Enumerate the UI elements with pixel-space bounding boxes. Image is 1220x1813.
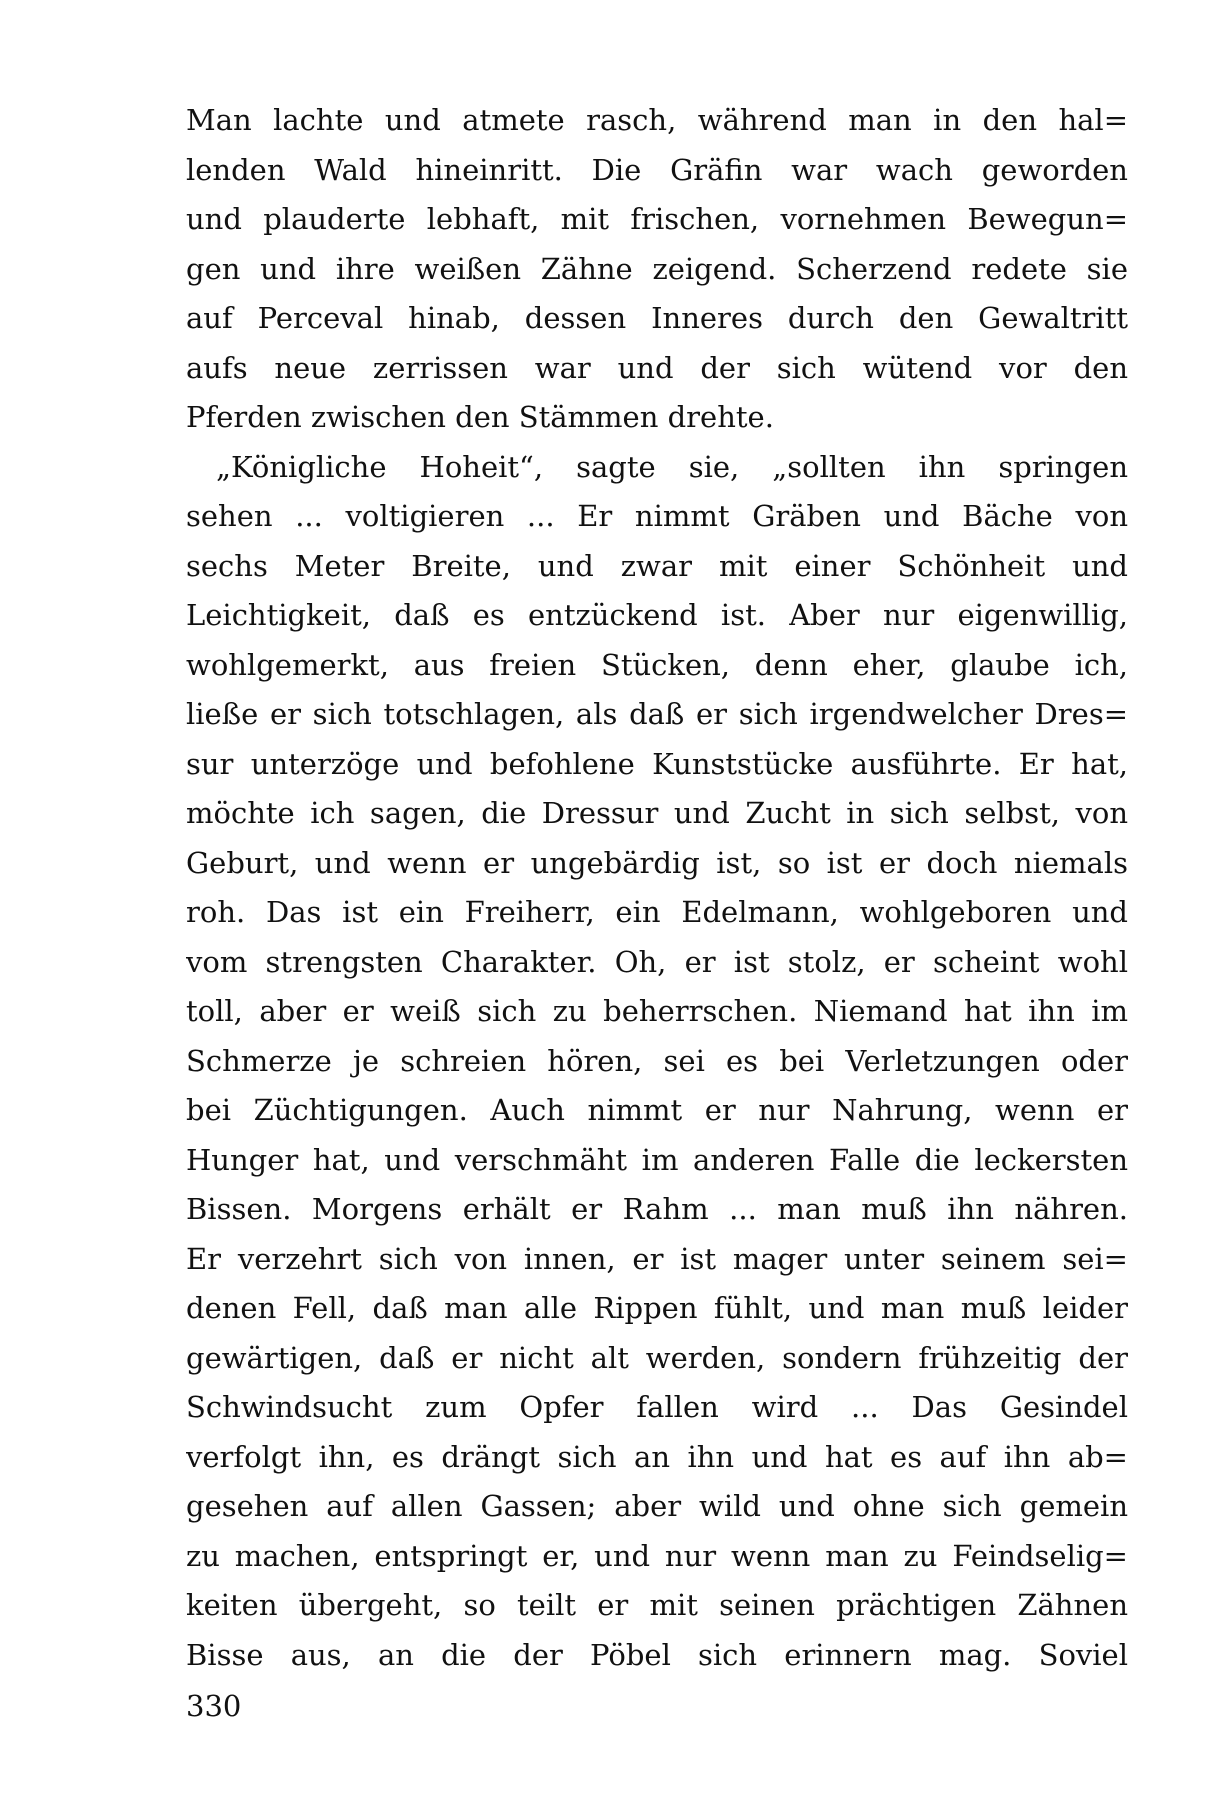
text-line: gewärtigen, daß er nicht alt werden, sondern frühzeitig der [186,1340,1128,1375]
text-line: toll, aber er weiß sich zu beherrschen. Niemand hat ihn im [186,994,1128,1028]
text-line: wohlgemerkt, aus freien Stücken, denn eher, glaube ich, [186,647,1128,682]
text-line: Man lachte und atmete rasch, während man in den hal= [186,103,1128,137]
paragraph-1 [186,96,1128,443]
text-line: sechs Meter Breite, und zwar mit einer Schönheit und [186,548,1128,583]
text-line: keiten übergeht, so teilt er mit seinen prächtigen Zähnen [186,1588,1128,1622]
text-line [186,1680,1128,1730]
text-line: lenden Wald hineinritt. Die Gräfin war wach geworden [186,152,1128,187]
text-line: Er verzehrt sich von innen, er ist mager unter seinem sei= [186,1241,1128,1276]
text-line: ließe er sich totschlagen, als daß er sich irgendwelcher Dres= [186,697,1128,731]
text-line: Schmerze je schreien hören, sei es bei Verletzungen oder [186,1043,1128,1078]
text-line: roh. Das ist ein Freiherr, ein Edelmann, wohlgeboren und [186,895,1128,929]
text-line: Geburt, und wenn er ungebärdig ist, so ist er doch niemals [186,845,1128,880]
text-line: gen und ihre weißen Zähne zeigend. Scherzend redete sie [186,251,1128,286]
text-line: auf Perceval hinab, dessen Inneres durch den Gewaltritt [186,301,1128,335]
text-line: aufs neue zerrissen war und der sich wütend vor den [186,350,1128,385]
text-line: und plauderte lebhaft, mit frischen, vornehmen Bewegun= [186,202,1128,236]
page-number: 330 [186,1689,242,1723]
text-line: Bisse aus, an die der Pöbel sich erinnern mag. Soviel [186,1637,1128,1672]
text-line: möchte ich sagen, die Dressur und Zucht in sich selbst, von [186,796,1128,830]
text-line: denen Fell, daß man alle Rippen fühlt, und man muß leider [186,1291,1128,1325]
text-line: Bissen. Morgens erhält er Rahm ... man muß ihn nähren. [186,1192,1128,1226]
paragraph-2 [186,443,1128,1730]
text-line: bei Züchtigungen. Auch nimmt er nur Nahrung, wenn er [186,1093,1128,1127]
text-line: verfolgt ihn, es drängt sich an ihn und hat es auf ihn ab= [186,1439,1128,1474]
text-line: gesehen auf allen Gassen; aber wild und ohne sich gemein [186,1489,1128,1523]
text-line: Schwindsucht zum Opfer fallen wird ... Das Gesindel [186,1390,1128,1424]
text-line: Pferden zwischen den Stämmen drehte. [186,400,774,434]
text-line: Hunger hat, und verschmäht im anderen Falle die leckersten [186,1142,1128,1177]
text-line: Leichtigkeit, daß es entzückend ist. Aber nur eigenwillig, [186,598,1128,632]
body-text [186,96,1128,1730]
text-line: sehen ... voltigieren ... Er nimmt Gräben und Bäche von [186,499,1128,533]
text-line: „Königliche Hoheit“, sagte sie, „sollten ihn springen [216,449,1128,484]
text-line: zu machen, entspringt er, und nur wenn man zu Feindselig= [186,1538,1128,1573]
text-line: vom strengsten Charakter. Oh, er ist stolz, er scheint wohl [186,944,1128,979]
text-line: sur unterzöge und befohlene Kunststücke ausführte. Er hat, [186,746,1128,781]
